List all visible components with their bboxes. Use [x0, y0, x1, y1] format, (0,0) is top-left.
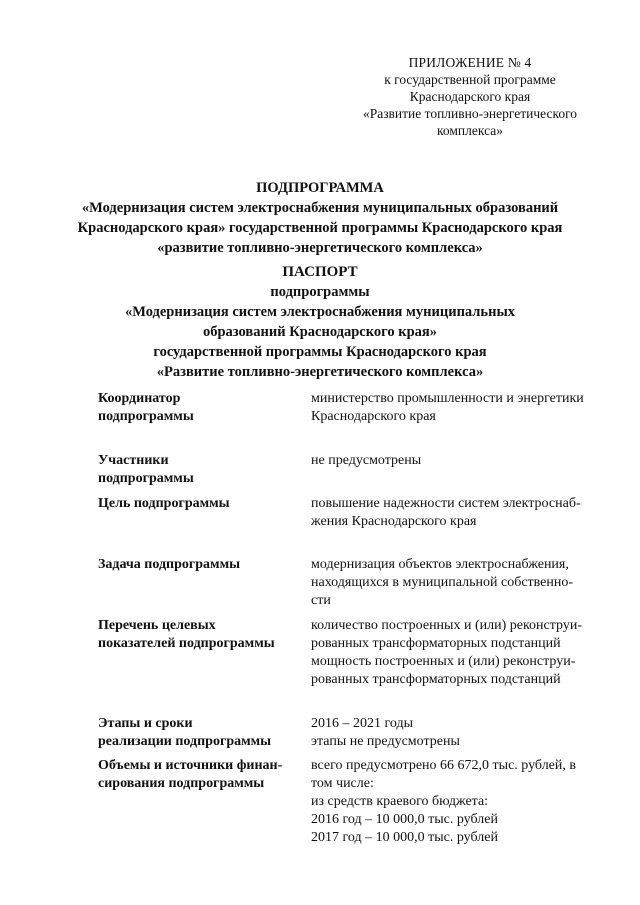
passport-heading-line: государственной программы Краснодарского края: [153, 344, 487, 360]
row-value-line: 2017 год – 10 000,0 тыс. рублей: [311, 830, 498, 845]
row-value-line: модернизация объектов электроснабжения,: [311, 557, 569, 572]
row-value-line: всего предусмотрено 66 672,0 тыс. рублей, в: [311, 758, 576, 773]
row-value-line: повышение надежности систем электроснаб-: [311, 496, 581, 511]
row-value-line: том числе:: [311, 776, 374, 791]
row-label-line: Участники: [98, 453, 169, 468]
row-label: [98, 757, 298, 793]
row-value-line: сти: [311, 593, 331, 608]
row-value-line: жения Краснодарского края: [311, 514, 477, 529]
appendix-line: комплекса»: [437, 123, 503, 138]
row-value-line: мощность построенных и (или) реконструи-: [311, 654, 576, 669]
passport-title: ПАСПОРТ: [282, 264, 358, 280]
row-value: [311, 452, 611, 470]
row-label: [98, 390, 298, 426]
row-label-line: Цель подпрограммы: [98, 496, 230, 511]
row-value-line: количество построенных и (или) реконструи-: [311, 618, 583, 633]
row-value: [311, 715, 611, 751]
passport-heading-line: подпрограммы: [270, 284, 370, 300]
subprogram-heading-line: Краснодарского края» государственной программы Краснодарского края: [77, 220, 563, 236]
row-label: [98, 452, 298, 488]
appendix-line: к государственной программе: [384, 72, 556, 87]
appendix-line: Краснодарского края: [409, 89, 531, 104]
row-label-line: Перечень целевых: [98, 618, 216, 633]
row-value-line: находящихся в муниципальной собственно-: [311, 575, 574, 590]
passport-heading: [40, 262, 600, 382]
row-value-line: этапы не предусмотрены: [311, 734, 460, 749]
row-label: [98, 715, 298, 751]
passport-heading-line: образований Краснодарского края»: [202, 324, 438, 340]
subprogram-heading-line: «Модернизация систем электроснабжения муниципальных образований: [81, 200, 559, 216]
row-label: [98, 495, 298, 513]
row-label-line: подпрограммы: [98, 409, 194, 424]
subprogram-heading: [40, 178, 600, 258]
row-label-line: подпрограммы: [98, 471, 194, 486]
row-value-line: министерство промышленности и энергетики: [311, 391, 584, 406]
subprogram-heading-line: «развитие топливно-энергетического комплекса»: [157, 240, 483, 256]
appendix-line: «Развитие топливно-энергетического: [362, 106, 578, 121]
passport-heading-line: «Развитие топливно-энергетического комплекса»: [156, 364, 484, 380]
row-label: [98, 556, 298, 574]
row-label-line: реализации подпрограммы: [98, 734, 272, 749]
row-value-line: рованных трансформаторных подстанций: [311, 672, 561, 687]
appendix-title: ПРИЛОЖЕНИЕ № 4: [408, 55, 532, 70]
row-value-line: Краснодарского края: [311, 409, 436, 424]
row-label: [98, 617, 298, 653]
row-value: [311, 617, 611, 689]
row-value: [311, 390, 611, 426]
row-label-line: сирования подпрограммы: [98, 776, 265, 791]
row-value: [311, 757, 611, 847]
appendix-block: [320, 54, 620, 139]
row-value: [311, 495, 611, 531]
row-label-line: Координатор: [98, 391, 181, 406]
row-value-line: из средств краевого бюджета:: [311, 794, 489, 809]
row-label-line: Объемы и источники финан-: [98, 758, 283, 773]
passport-heading-line: «Модернизация систем электроснабжения муниципальных: [124, 304, 516, 320]
row-value-line: 2016 год – 10 000,0 тыс. рублей: [311, 812, 498, 827]
row-label-line: Задача подпрограммы: [98, 557, 241, 572]
row-label-line: показателей подпрограммы: [98, 636, 275, 651]
row-value-line: рованных трансформаторных подстанций: [311, 636, 561, 651]
row-label-line: Этапы и сроки: [98, 716, 193, 731]
row-value: [311, 556, 611, 610]
row-value-line: 2016 – 2021 годы: [311, 716, 414, 731]
row-value-line: не предусмотрены: [311, 453, 422, 468]
subprogram-title: ПОДПРОГРАММА: [256, 180, 384, 196]
